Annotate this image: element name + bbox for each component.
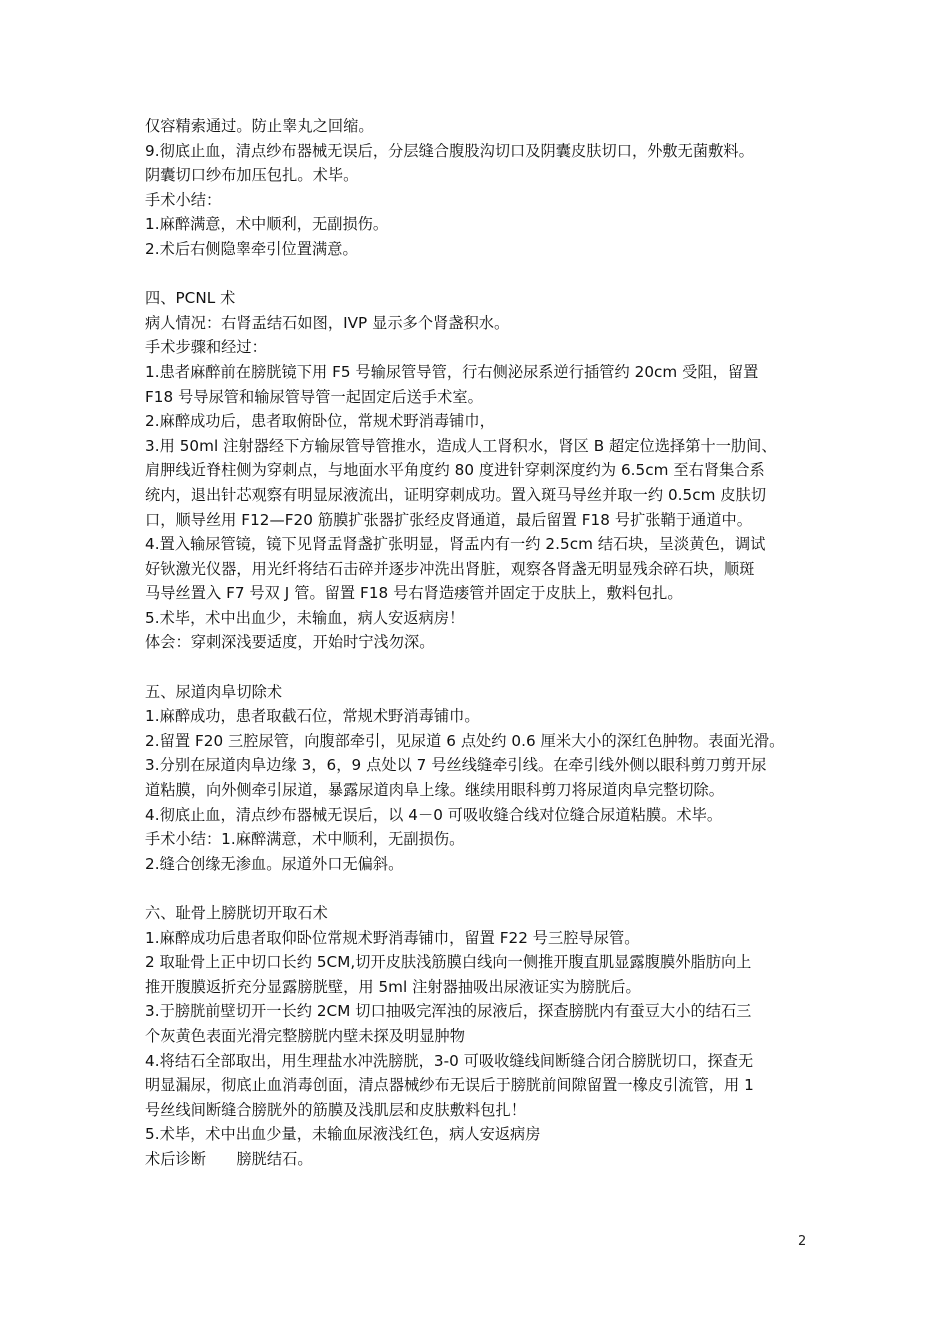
text-line: 六、耻骨上膀胱切开取石术 [145,904,328,922]
text-line: 病人情况：右肾盂结石如图，IVP 显示多个肾盏积水。 [145,313,510,332]
text-line: 2.术后右侧隐睾牵引位置满意。 [145,239,358,258]
text-line: 明显漏尿，彻底止血消毒创面，清点器械纱布无误后于膀胱前间隙留置一橡皮引流管，用 1 [145,1076,754,1095]
page-number: 2 [798,1234,807,1249]
text-line: 5.术毕，术中出血少量，未输血尿液浅红色，病人安返病房 [145,1125,541,1144]
text-line: 个灰黄色表面光滑完整膀胱内壁未探及明显肿物 [145,1026,465,1045]
text-line: 推开腹膜返折充分显露膀胱壁，用 5ml 注射器抽吸出尿液证实为膀胱后。 [145,977,641,996]
text-line: 4.将结石全部取出，用生理盐水冲洗膀胱，3-0 可吸收缝线间断缝合闭合膀胱切口，探查无 [145,1051,754,1070]
text-line: 3.分别在尿道肉阜边缘 3，6，9 点处以 7 号丝线缝牵引线。在牵引线外侧以眼科剪刀剪开尿 [145,756,767,775]
text-line: 5.术毕，术中出血少，未输血，病人安返病房！ [145,608,465,627]
text-line: 马导丝置入 F7 号双 J 管。留置 F18 号右肾造瘘管并固定于皮肤上，敷料包扎。 [145,584,683,603]
text-line: 4.置入输尿管镜，镜下见肾盂肾盏扩张明显，肾盂内有一约 2.5cm 结石块，呈淡黄色，调试 [145,535,766,554]
text-line: 五、尿道肉阜切除术 [145,682,283,701]
text-line: 1.麻醉成功后患者取仰卧位常规术野消毒铺巾，留置 F22 号三腔导尿管。 [145,928,640,947]
blank-line [145,655,817,680]
text-line: 肩胛线近脊柱侧为穿刺点，与地面水平角度约 80 度进针穿刺深度约为 6.5cm 至右肾集合系 [145,461,765,480]
text-line: 四、PCNL 术 [145,289,236,308]
text-line: 好钬激光仪器，用光纤将结石击碎并逐步冲洗出肾脏，观察各肾盏无明显残余碎石块，顺斑 [145,559,755,578]
text-line: 体会：穿刺深浅要适度，开始时宁浅勿深。 [145,633,435,652]
text-line: 阴囊切口纱布加压包扎。术毕。 [145,166,359,185]
text-line: 2 取耻骨上正中切口长约 5CM,切开皮肤浅筋膜白线向一侧推开腹直肌显露腹膜外脂肪向上 [145,953,752,972]
blank-line [145,262,817,287]
text-line: 术后诊断 膀胱结石。 [145,1149,313,1168]
text-line: 2.缝合创缘无渗血。尿道外口无偏斜。 [145,854,404,873]
text-line: 手术小结：1.麻醉满意，术中顺利，无副损伤。 [145,830,465,849]
text-line: 1.麻醉成功，患者取截石位，常规术野消毒铺巾。 [145,707,480,726]
text-line: 9.彻底止血，清点纱布器械无误后，分层缝合腹股沟切口及阴囊皮肤切口，外敷无菌敷料。 [145,141,754,160]
text-line: 4.彻底止血，清点纱布器械无误后，以 4－0 可吸收缝合线对位缝合尿道粘膜。术毕。 [145,805,723,824]
blank-line [145,876,817,901]
text-line: F18 号导尿管和输尿管导管一起固定后送手术室。 [145,387,483,406]
text-line: 手术步骤和经过： [145,338,267,357]
text-line: 2.麻醉成功后，患者取俯卧位，常规术野消毒铺巾， [145,412,495,431]
text-line: 3.用 50ml 注射器经下方输尿管导管推水，造成人工肾积水，肾区 B 超定位选择第十一肋间、 [145,436,777,455]
text-line: 统内，退出针芯观察有明显尿液流出，证明穿刺成功。置入斑马导丝并取一约 0.5cm 皮肤切 [145,485,767,504]
text-line: 1.麻醉满意，术中顺利，无副损伤。 [145,215,389,234]
text-line: 道粘膜，向外侧牵引尿道，暴露尿道肉阜上缘。继续用眼科剪刀将尿道肉阜完整切除。 [145,781,725,800]
text-line: 1.患者麻醉前在膀胱镜下用 F5 号输尿管导管，行右侧泌尿系逆行插管约 20cm 受阻，留置 [145,362,759,381]
text-line: 仅容精索通过。防止睾丸之回缩。 [145,117,374,135]
text-line: 口，顺导丝用 F12—F20 筋膜扩张器扩张经皮肾通道，最后留置 F18 号扩张鞘于通道中。 [145,510,752,529]
text-line: 号丝线间断缝合膀胱外的筋膜及浅肌层和皮肤敷料包扎！ [145,1100,526,1119]
text-line: 手术小结： [145,190,222,209]
text-line: 2.留置 F20 三腔尿管，向腹部牵引，见尿道 6 点处约 0.6 厘米大小的深红色肿物。表面光滑。 [145,731,785,750]
text-line: 3.于膀胱前壁切开一长约 2CM 切口抽吸完浑浊的尿液后，探查膀胱内有蚕豆大小的结石三 [145,1002,752,1021]
document-body [145,114,817,1172]
